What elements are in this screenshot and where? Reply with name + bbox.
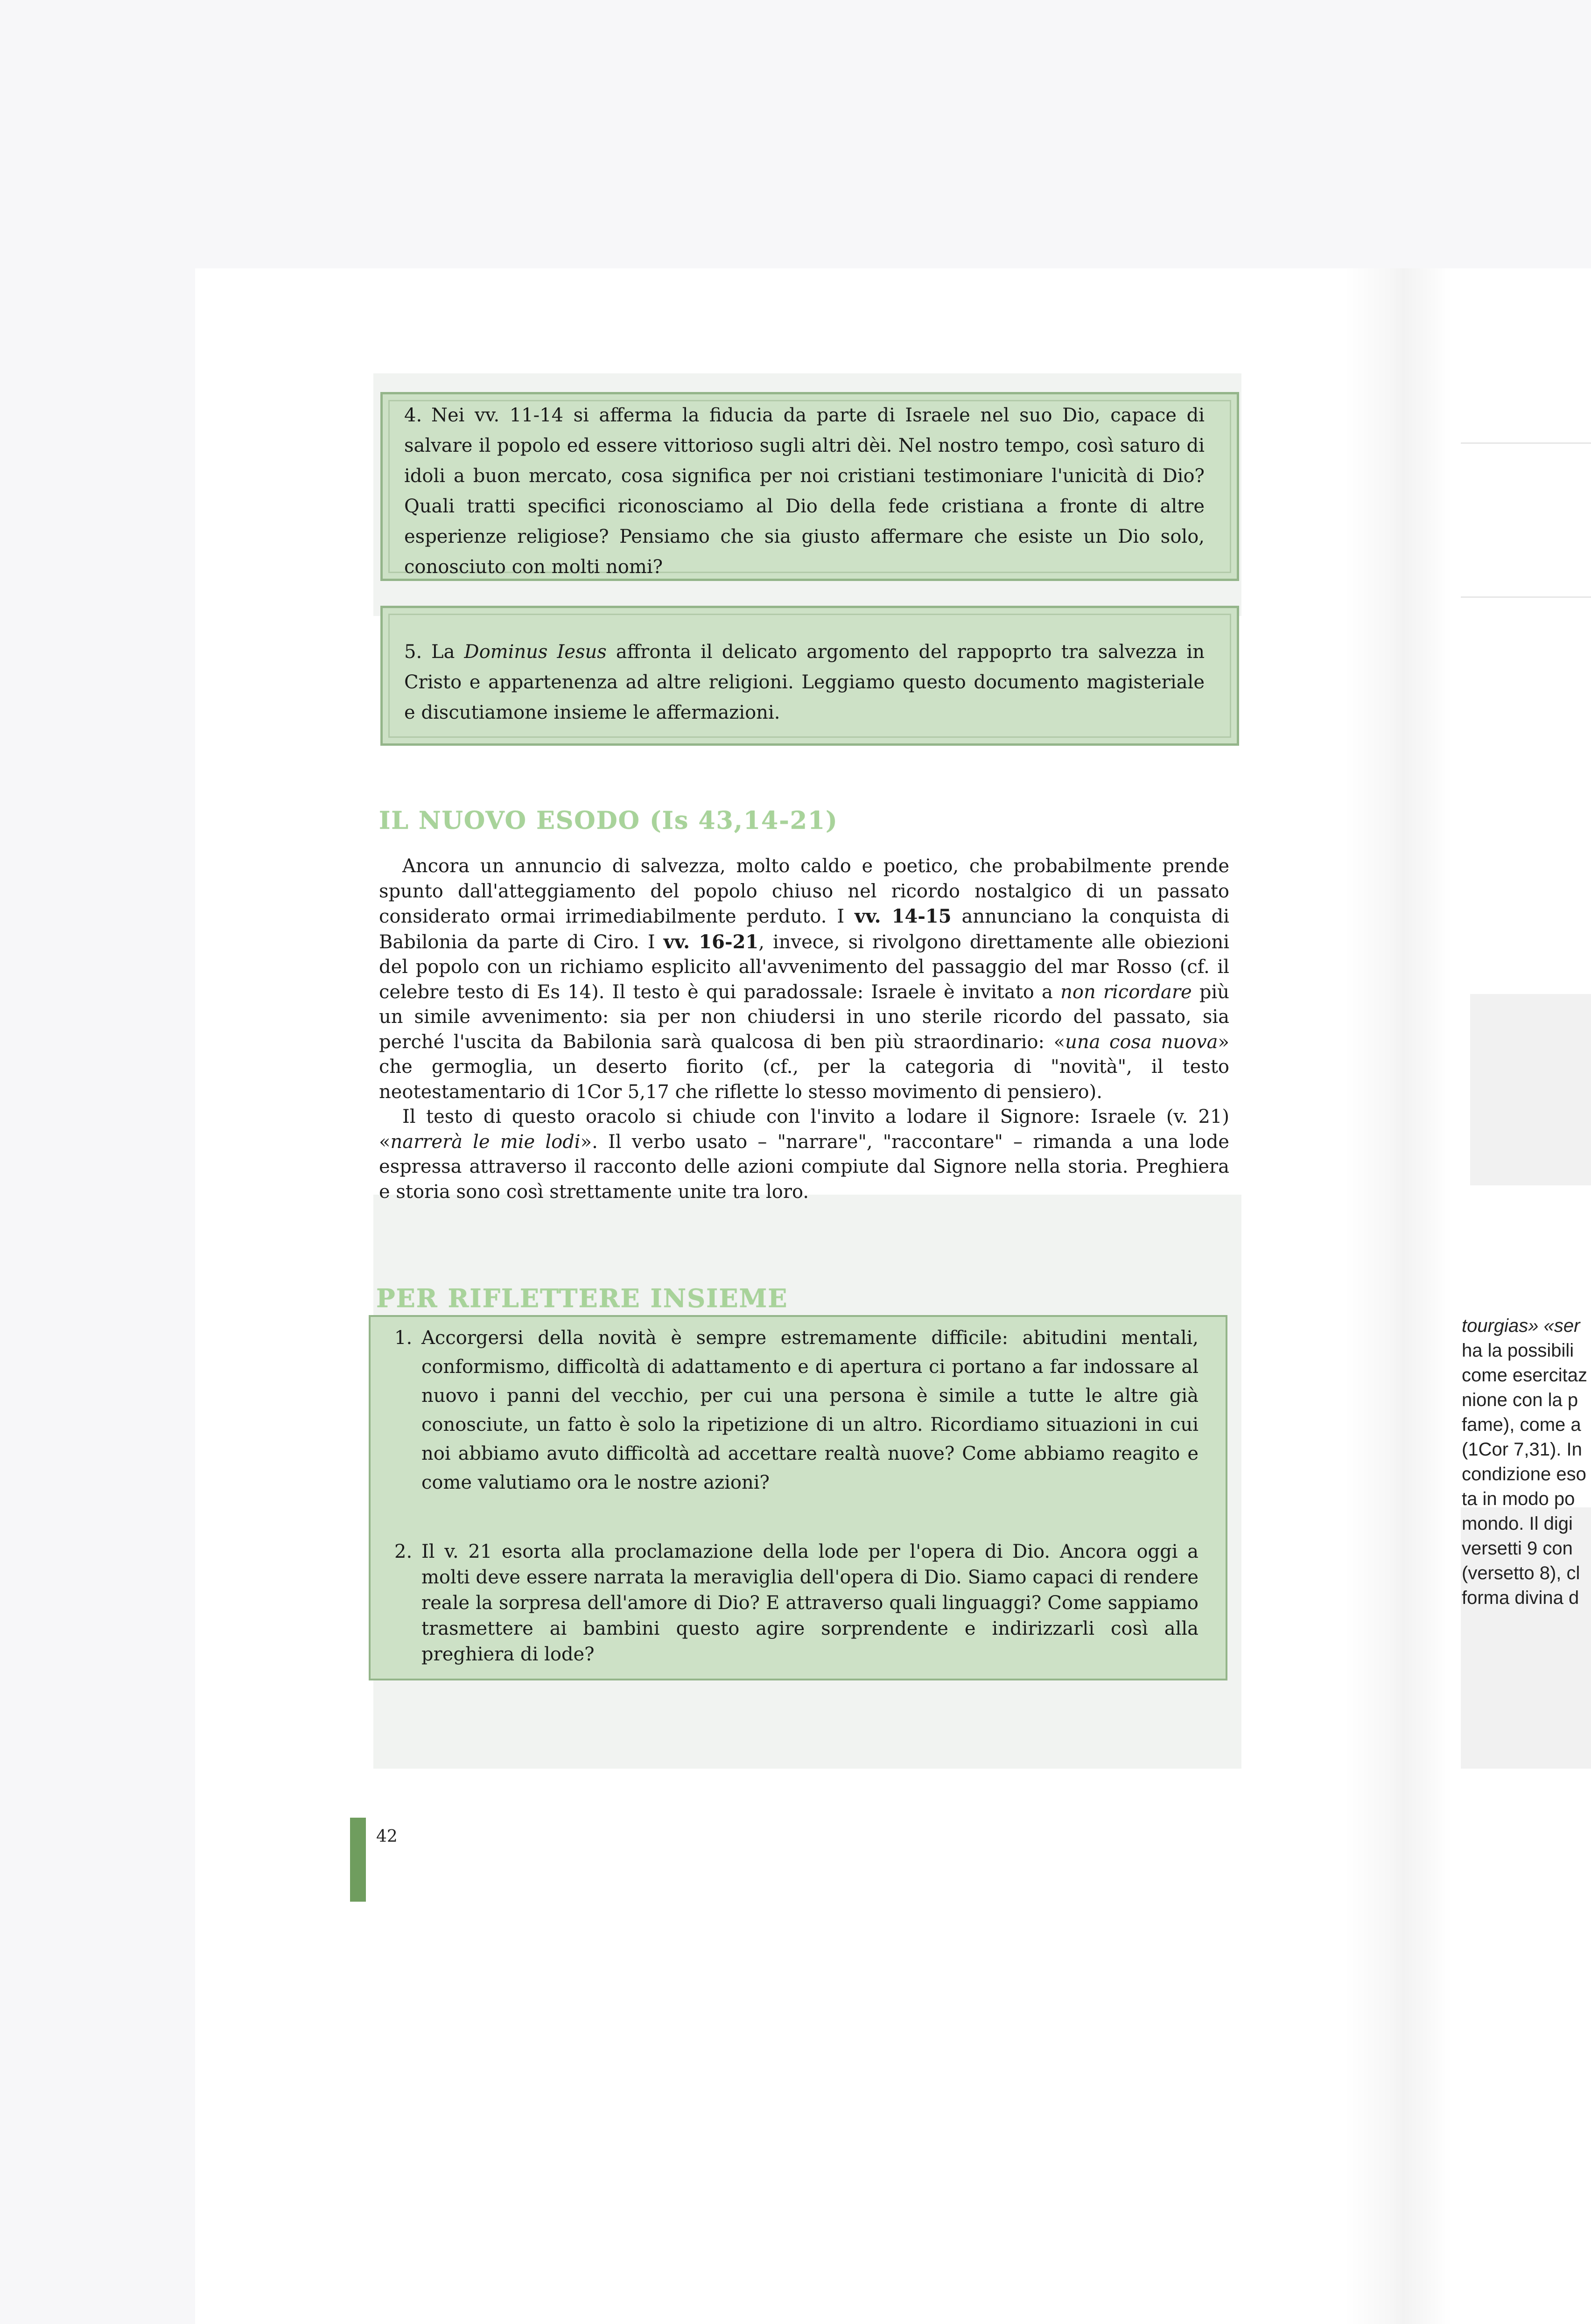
right-page-line: forma divina d [1462, 1588, 1579, 1608]
section-heading-per-riflettere: PER RIFLETTERE INSIEME [376, 1283, 788, 1313]
right-page-line: ta in modo po [1462, 1489, 1575, 1509]
reflection-question-2: 2. Il v. 21 esorta alla proclamazione della lode per l'opera di Dio. Ancora oggi a molti deve essere narrata la meraviglia dell'opera di Dio. Siamo capaci di rendere reale la sorpresa dell'amore di Dio? E attraverso quali linguaggi? Come sappiamo trasmettere ai bambini questo agire sorprendente e indirizzarli così alla preghiera di lode? [421, 1539, 1199, 1667]
question-4 [404, 400, 1205, 582]
reflection-question-1: 1. Accorgersi della novità è sempre estremamente difficile: abitudini mentali, conformismo, difficoltà di adattamento e di apertura ci portano a far indossare al nuovo i panni del vecchio, per cui una persona è simile a tutte le altre già conosciute, un fatto è solo la ripetizione di un altro. Ricordiamo situazioni in cui noi abbiamo avuto difficoltà ad accettare realtà nuove? Come abbiamo reagito e come valutiamo ora le nostre azioni? [421, 1323, 1199, 1497]
verse-ref-16-21: vv. 16-21 [663, 931, 759, 953]
right-page-line: condizione eso [1462, 1464, 1586, 1484]
right-page-line: tourgias» «ser [1462, 1316, 1580, 1336]
page-number-bar [350, 1818, 366, 1902]
question-4-number: 4. [404, 405, 422, 426]
right-page-image [1470, 994, 1591, 1185]
verse-ref-14-15: vv. 14-15 [855, 905, 952, 927]
right-page-line: (1Cor 7,31). In [1462, 1439, 1582, 1460]
right-page-rule-top [1461, 442, 1591, 444]
reflection-question-2-number: 2. [394, 1541, 413, 1562]
page-number: 42 [376, 1827, 398, 1846]
right-page-line: (versetto 8), cl [1462, 1563, 1580, 1583]
paragraph-1: Ancora un annuncio di salvezza, molto caldo e poetico, che probabilmente prende spunto dall'atteggiamento del popolo chiuso nel ricordo nostalgico di un passato considerato ormai irrimediabilmente perduto. I vv. 14-15 annunciano la conquista di Babilonia da parte di Ciro. I vv. 16-21, invece, si rivolgono direttamente alle obiezioni del popolo con un richiamo esplicito all'avvenimento del passaggio del mar Rosso (cf. il celebre testo di Es 14). Il testo è qui paradossale: Israele è invitato a non ricordare più un simile avvenimento: sia per non chiudersi in uno sterile ricordo del passato, sia perché l'uscita da Babilonia sarà qualcosa di ben più straordinario: «una cosa nuova» che germoglia, un deserto fiorito (cf., per la categoria di "novità", il testo neotestamentario di 1Cor 5,17 che riflette lo stesso movimento di pensiero). [379, 855, 1230, 1103]
right-page-line: mondo. Il digi [1462, 1513, 1573, 1534]
paragraph-2: Il testo di questo oracolo si chiude con l'invito a lodare il Signore: Israele (v. 21) «narrerà le mie lodi». Il verbo usato – "narrare", "raccontare" – rimanda a una lode espressa attraverso il racconto delle azioni compiute dal Signore nella storia. Preghiera e storia sono così strettamente unite tra loro. [379, 1106, 1229, 1203]
right-page-line: come esercitaz [1462, 1365, 1587, 1386]
right-page-column [1462, 1314, 1591, 1610]
section-heading-nuovo-esodo: IL NUOVO ESODO (Is 43,14-21) [379, 806, 838, 835]
body-text [379, 854, 1229, 1204]
right-page-line: versetti 9 con [1462, 1538, 1573, 1559]
right-page-rule [1461, 596, 1591, 598]
right-page-line: ha la possibili [1462, 1340, 1574, 1361]
right-page-line: nione con la p [1462, 1390, 1578, 1410]
question-4-text: Nei vv. 11-14 si afferma la fiducia da parte di Israele nel suo Dio, capace di salvare il popolo ed essere vittorioso sugli altri dèi. Nel nostro tempo, così saturo di idoli a buon mercato, cosa significa per noi cristiani testimoniare l'unicità di Dio? Quali tratti specifici riconosciamo al Dio della fede cristiana a fronte di altre esperienze religiose? Pensiamo che sia giusto affermare che esiste un Dio solo, conosciuto con molti nomi? [404, 405, 1205, 578]
question-5: 5. La Dominus Iesus affronta il delicato argomento del rappoprto tra salvezza in Cristo e appartenenza ad altre religioni. Leggiamo questo documento magisteriale e discutiamone insieme le affermazioni. [404, 637, 1205, 728]
reflection-question-1-number: 1. [394, 1327, 413, 1349]
question-5-number: 5. [404, 641, 422, 663]
right-page-line: fame), come a [1462, 1414, 1581, 1435]
document-title: Dominus Iesus [464, 641, 607, 663]
page-fold-shadow [1344, 268, 1451, 2324]
